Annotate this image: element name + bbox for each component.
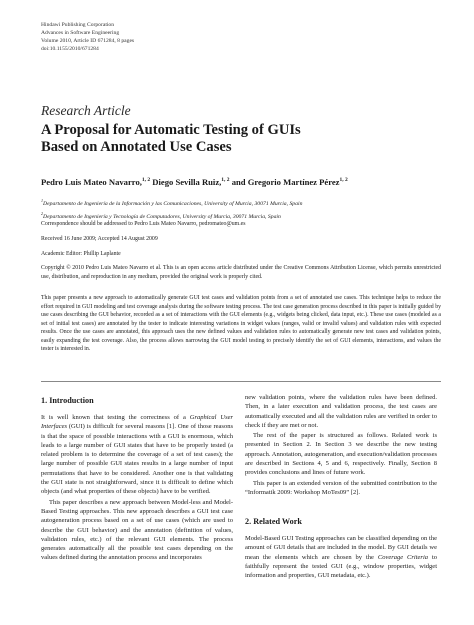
affiliation-2-num: 2 (41, 210, 43, 216)
title-line-2: Based on Annotated Use Cases (41, 139, 232, 155)
intro-paragraph-2-cont: new validation points, where the validation rules have been defined. Then, in a later execution and validation process, the test cases are automatically executed and all the validation rules are verified in order to check if they are met or not. (245, 394, 437, 429)
author-3: Gregorio Martínez Pérez (247, 177, 340, 187)
article-type: Research Article (41, 103, 131, 118)
title-line-1: A Proposal for Automatic Testing of GUIs (41, 122, 301, 138)
paper-title (41, 122, 441, 156)
left-column (41, 413, 233, 563)
intro-paragraph-1: It is well known that testing the correctness of a Graphical User Interfaces (GUI) is difficult for several reasons [1]. One of those reasons is that the space of possible interactions with a GUI is enormous, which leads to a large number of GUI states that have to be properly tested (a related problem is to determine the coverage of a set of test cases); the large number of possible GUI states results in a large number of input permutations that have to be considered. Another one is that validating the GUI state is not straightforward, since it is difficult to define which objects (and what properties of these objects) have to be verified. (41, 414, 234, 496)
intro-paragraph-3: The rest of the paper is structured as follows. Related work is presented in Section 2. In Section 3 we describe the new testing approach. Annotation, autogeneration, and execution/validation processes are described in Sections 4, 5 and 6, respectively. Finally, Section 8 provides conclusions and lines of future work. (245, 432, 437, 477)
affiliation-1-text: Departamento de Ingeniería de la Información y las Comunicaciones, University of Murcia, 30071 Murcia, Spain (43, 200, 303, 207)
volume-line: Volume 2010, Article ID 671284, 8 pages (41, 38, 135, 44)
divider (41, 381, 441, 382)
author-1: Pedro Luis Mateo Navarro, (41, 177, 142, 187)
journal-line: Advances in Software Engineering (41, 30, 120, 36)
intro-paragraph-2: This paper describes a new approach between Model-less and Model-Based Testing approaches. This new approach describes a GUI test case autogeneration process based on a set of use cases (which are used to describe the GUI behavior) and the annotation (definition of values, validation rules, etc.) of the relevant GUI elements. The process generates automatically all the possible test cases depending on the values defined during the annotation process and incorporates (41, 498, 233, 562)
author-and: and (231, 177, 246, 187)
affiliation-1 (41, 196, 302, 209)
affiliations (41, 196, 302, 222)
journal-header (41, 21, 134, 53)
received-dates: Received 16 June 2009; Accepted 14 August 2009 (41, 236, 158, 242)
right-column (245, 393, 437, 497)
related-paragraph-1: Model-Based GUI Testing approaches can be classified depending on the amount of GUI details that are included in the model. By GUI details we mean the elements which are chosen by the Coverage Criteria to faithfully represent the tested GUI (e.g., window properties, widget information and properties, GUI metadata, etc.). (245, 535, 437, 580)
publisher-line: Hindawi Publishing Corporation (41, 22, 115, 28)
author-list (41, 177, 348, 187)
author-2-affil: 1, 2 (221, 177, 230, 184)
academic-editor: Academic Editor: Phillip Laplante (41, 251, 121, 257)
author-1-affil: 1, 2 (141, 177, 151, 184)
abstract: This paper presents a new approach to automatically generate GUI test cases and validation points from a set of annotated use cases. This technique helps to reduce the effort required in GUI modeling and test coverage analysis during the software testing process. The test case generation process described in this paper is initially guided by use cases describing the GUI behavior, recorded as a set of interactions with the GUI elements (e.g., widgets being clicked, data input, etc.). These use cases (modeled as a set of initial test cases) are annotated by the tester to indicate interesting variations in widget values (ranges, valid or invalid values) and validation rules with expected results. Once the use cases are annotated, this approach uses the new defined values and validation rules to automatically generate new test cases and validation points, easily expanding the test coverage. Also, the process allows narrowing the GUI model testing to precisely identify the set of GUI elements, interactions, and values the tester is interested in. (41, 295, 441, 352)
author-2: Diego Sevilla Ruiz, (152, 177, 222, 187)
author-3-affil: 1, 2 (339, 177, 348, 184)
section-1-heading: 1. Introduction (41, 396, 94, 405)
intro-paragraph-4: This paper is an extended version of the submitted contribution to the “Informatik 2009: Workshop MoTes09” [2]. (245, 479, 437, 496)
affiliation-1-num: 1 (41, 198, 43, 203)
section-2-heading: 2. Related Work (245, 517, 302, 526)
correspondence: Correspondence should be addressed to Pedro Luis Mateo Navarro, pedromateo@um.es (41, 221, 246, 227)
affiliation-2 (41, 209, 302, 222)
doi-line: doi:10.1155/2010/671284 (41, 46, 99, 52)
affiliation-2-text: Departamento de Ingeniería y Tecnología de Computadores, University of Murcia, 30071 Murcia, Spain (43, 213, 281, 220)
copyright-notice: Copyright © 2010 Pedro Luis Mateo Navarro et al. This is an open access article distributed under the Creative Commons Attribution License, which permits unrestricted use, distribution, and reproduction in any medium, provided the original work is properly cited. (41, 265, 441, 280)
related-work-body (245, 534, 437, 580)
